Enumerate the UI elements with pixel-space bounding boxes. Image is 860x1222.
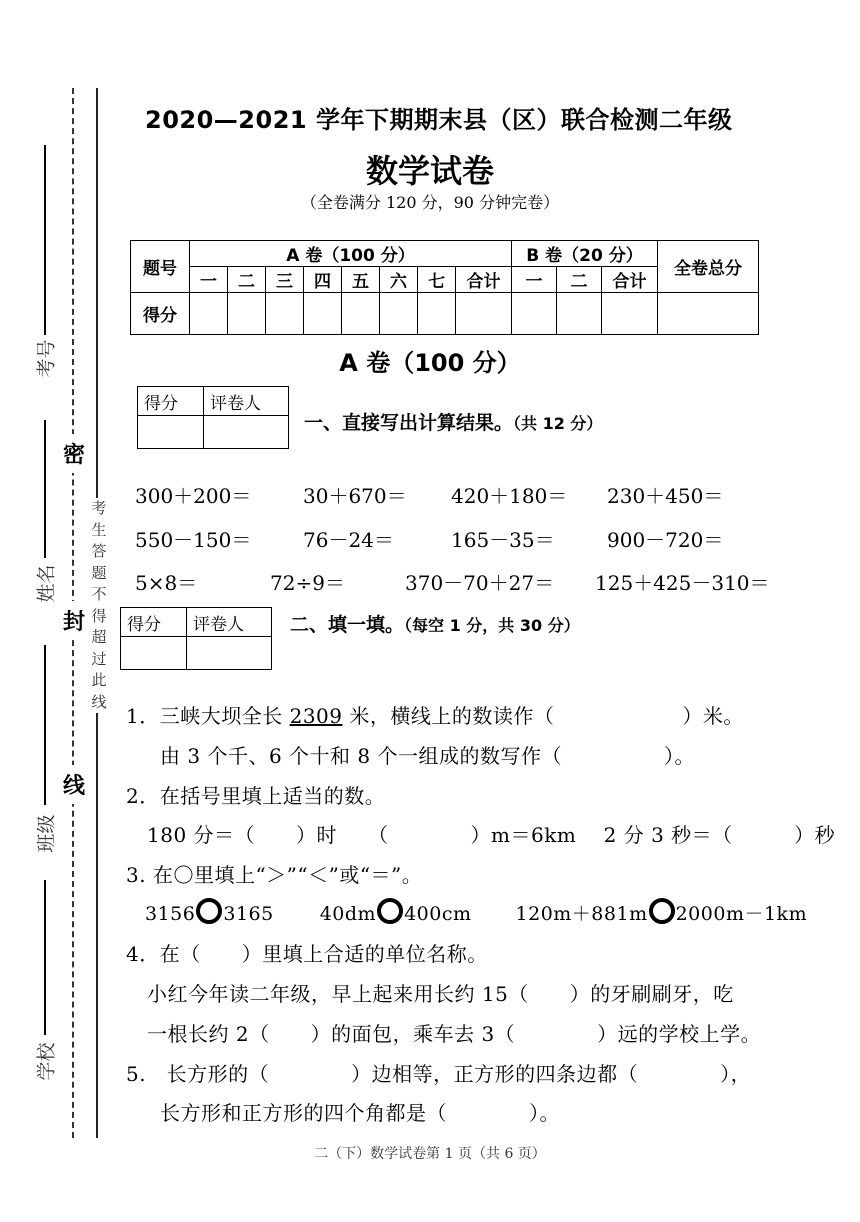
grader-score-label: 得分 bbox=[138, 387, 204, 416]
score-cell[interactable] bbox=[380, 293, 418, 335]
part1-title: 一、直接写出计算结果。 bbox=[304, 412, 514, 434]
calc-item: 5×8＝ bbox=[135, 571, 198, 595]
score-cell[interactable] bbox=[190, 293, 228, 335]
question-4-line1: 小红今年读二年级，早上起来用长约 15（ ）的牙刷刷牙，吃 bbox=[147, 982, 734, 1006]
school-label: 学校 bbox=[35, 1042, 58, 1081]
question-2-line: 180 分＝（ ）时 （ ）m＝6km 2 分 3 秒＝（ ）秒 bbox=[147, 823, 836, 847]
exam-subtitle: （全卷满分 120 分，90 分钟完卷） bbox=[300, 193, 560, 212]
boundary-note: 考生答题不得超过此线 bbox=[89, 498, 109, 713]
class-label: 班级 bbox=[35, 814, 58, 853]
calc-item: 230＋450＝ bbox=[607, 484, 724, 508]
col-a7: 七 bbox=[418, 267, 456, 293]
seal-xian: 线 bbox=[63, 765, 85, 804]
section-a-title: A 卷（100 分） bbox=[339, 349, 521, 377]
score-cell[interactable] bbox=[266, 293, 304, 335]
page-footer: 二（下）数学试卷第 1 页（共 6 页） bbox=[314, 1146, 546, 1162]
grader-score-cell[interactable] bbox=[121, 637, 187, 670]
total-header: 全卷总分 bbox=[658, 241, 759, 293]
calc-item: 370－70＋27＝ bbox=[405, 571, 555, 595]
question-2: 2．在括号里填上适当的数。 bbox=[126, 784, 386, 808]
calc-item: 30＋670＝ bbox=[303, 484, 407, 508]
part2-heading bbox=[290, 610, 580, 637]
col-a-total: 合计 bbox=[456, 267, 512, 293]
q1-line2-b: ）。 bbox=[663, 744, 695, 768]
calc-item: 125＋425－310＝ bbox=[595, 571, 770, 595]
exam-no-label: 考号 bbox=[35, 339, 58, 378]
question-3: 3. 在〇里填上“＞”“＜”或“＝”。 bbox=[126, 863, 423, 887]
q1-text-a: 1．三峡大坝全长 bbox=[126, 704, 290, 728]
q3-left-3: 120m＋881m bbox=[515, 903, 648, 925]
calc-item: 900－720＝ bbox=[607, 528, 724, 552]
grader-label: 评卷人 bbox=[187, 608, 272, 637]
q3-right-3: 2000m－1km bbox=[675, 903, 808, 925]
calc-item: 165－35＝ bbox=[451, 528, 555, 552]
q1-line2-a: 由 3 个千、6 个十和 8 个一组成的数写作（ bbox=[160, 744, 562, 768]
col-a5: 五 bbox=[342, 267, 380, 293]
col-b1: 一 bbox=[512, 267, 557, 293]
col-a1: 一 bbox=[190, 267, 228, 293]
question-3-items bbox=[145, 898, 807, 926]
q3-left-2: 40dm bbox=[319, 903, 377, 925]
score-row-label: 得分 bbox=[131, 293, 190, 335]
calc-item: 550－150＝ bbox=[135, 528, 252, 552]
grader-score-label: 得分 bbox=[121, 608, 187, 637]
school-underline bbox=[44, 880, 46, 1035]
score-cell[interactable] bbox=[512, 293, 557, 335]
exam-title-line1: 2020—2021 学年下期期末县（区）联合检测二年级 bbox=[145, 106, 733, 134]
name-underline bbox=[44, 420, 46, 558]
col-b2: 二 bbox=[557, 267, 602, 293]
table-row-label: 题号 bbox=[131, 241, 190, 293]
calc-item: 300＋200＝ bbox=[135, 484, 252, 508]
grader-score-cell[interactable] bbox=[138, 416, 204, 449]
part1-heading bbox=[304, 408, 602, 435]
part2-note: （每空 1 分，共 30 分） bbox=[404, 616, 580, 635]
grader-label: 评卷人 bbox=[204, 387, 289, 416]
col-a4: 四 bbox=[304, 267, 342, 293]
col-b-total: 合计 bbox=[602, 267, 658, 293]
question-5: 5. 长方形的（ ）边相等，正方形的四条边都（ ）， bbox=[126, 1062, 752, 1086]
class-underline bbox=[44, 645, 46, 805]
col-a2: 二 bbox=[228, 267, 266, 293]
compare-circle[interactable] bbox=[196, 898, 222, 924]
name-label: 姓名 bbox=[35, 564, 58, 603]
group-a-header: A 卷（100 分） bbox=[190, 241, 512, 267]
seal-feng: 封 bbox=[63, 601, 85, 640]
score-cell[interactable] bbox=[304, 293, 342, 335]
question-1-line2 bbox=[160, 740, 695, 769]
score-cell[interactable] bbox=[456, 293, 512, 335]
grader-box-2 bbox=[120, 607, 272, 670]
group-b-header: B 卷（20 分） bbox=[512, 241, 658, 267]
grader-name-cell[interactable] bbox=[204, 416, 289, 449]
col-a3: 三 bbox=[266, 267, 304, 293]
score-cell[interactable] bbox=[228, 293, 266, 335]
seal-mi: 密 bbox=[63, 434, 85, 473]
score-cell[interactable] bbox=[418, 293, 456, 335]
part2-title: 二、填一填。 bbox=[290, 614, 405, 636]
score-table bbox=[130, 240, 759, 335]
compare-circle[interactable] bbox=[377, 898, 403, 924]
score-cell[interactable] bbox=[602, 293, 658, 335]
calc-item: 72÷9＝ bbox=[270, 571, 345, 595]
q1-number: 2309 bbox=[289, 704, 343, 728]
grader-box-1 bbox=[137, 386, 289, 449]
question-5-line2: 长方形和正方形的四个角都是（ ）。 bbox=[160, 1101, 560, 1125]
part1-note: （共 12 分） bbox=[513, 414, 603, 433]
q1-text-b: 米，横线上的数读作（ bbox=[342, 704, 555, 728]
col-a6: 六 bbox=[380, 267, 418, 293]
grader-name-cell[interactable] bbox=[187, 637, 272, 670]
q1-text-c: ）米。 bbox=[682, 704, 744, 728]
score-cell[interactable] bbox=[658, 293, 759, 335]
calc-item: 420＋180＝ bbox=[451, 484, 568, 508]
score-cell[interactable] bbox=[557, 293, 602, 335]
q3-right-2: 400cm bbox=[404, 903, 472, 925]
question-4: 4．在（ ）里填上合适的单位名称。 bbox=[126, 942, 488, 966]
q3-left-1: 3156 bbox=[145, 903, 196, 925]
score-cell[interactable] bbox=[342, 293, 380, 335]
question-4-line2: 一根长约 2（ ）的面包，乘车去 3（ ）远的学校上学。 bbox=[147, 1022, 762, 1046]
compare-circle[interactable] bbox=[649, 898, 675, 924]
exam-title-line2: 数学试卷 bbox=[365, 152, 494, 190]
q3-right-1: 3165 bbox=[223, 903, 274, 925]
calc-item: 76－24＝ bbox=[303, 528, 394, 552]
question-1 bbox=[126, 700, 744, 729]
